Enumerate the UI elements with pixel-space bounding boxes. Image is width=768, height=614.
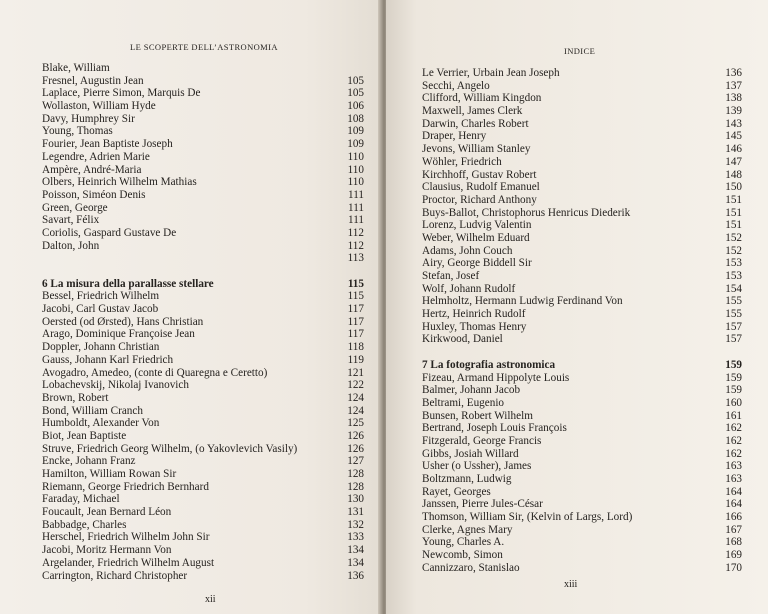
entry-page-number: 139 <box>725 105 742 118</box>
entry-name: Riemann, George Friedrich Bernhard <box>42 480 209 493</box>
index-entry <box>422 308 742 321</box>
entry-page-number: 151 <box>725 219 742 232</box>
entry-name: Draper, Henry <box>422 130 487 143</box>
entry-name: Bertrand, Joseph Louis François <box>422 422 567 435</box>
entry-page-number: 115 <box>347 277 364 290</box>
entry-page-number: 166 <box>725 511 742 524</box>
entry-page-number: 159 <box>725 384 742 397</box>
index-entry <box>422 498 742 511</box>
entry-page-number: 164 <box>725 485 742 498</box>
index-entry <box>42 544 364 557</box>
entry-name: Darwin, Charles Robert <box>422 117 529 130</box>
entry-page-number: 121 <box>347 366 364 379</box>
page-number-right: xiii <box>564 579 578 590</box>
index-entry <box>422 219 742 232</box>
entry-page-number: 157 <box>725 320 742 333</box>
entry-name: Balmer, Johann Jacob <box>422 384 521 397</box>
entry-page-number: 110 <box>347 150 364 163</box>
index-entry <box>422 194 742 207</box>
index-entry <box>42 87 364 100</box>
entry-page-number: 153 <box>725 257 742 270</box>
index-entry <box>42 138 364 151</box>
entry-name: Wolf, Johann Rudolf <box>422 282 516 295</box>
index-entry <box>42 506 364 519</box>
entry-page-number: 108 <box>347 112 364 125</box>
entry-name: Hamilton, William Rowan Sir <box>42 468 177 480</box>
entry-name: Biot, Jean Baptiste <box>42 429 127 442</box>
entry-page-number: 146 <box>725 143 742 156</box>
entry-page-number: 152 <box>725 231 742 244</box>
entry-page-number: 111 <box>348 201 364 214</box>
entry-name: Usher (o Ussher), James <box>422 460 532 473</box>
index-entry <box>42 367 364 380</box>
entry-page-number: 162 <box>725 447 742 460</box>
section-spacer <box>42 265 364 278</box>
index-entry <box>422 295 742 308</box>
entry-page-number: 112 <box>347 226 364 239</box>
entry-name: Jacobi, Moritz Hermann Von <box>42 544 172 557</box>
entry-name: Gauss, Johann Karl Friedrich <box>42 353 174 366</box>
index-entry <box>422 270 742 283</box>
entry-name: Airy, George Biddell Sir <box>422 257 532 270</box>
entry-name: Brown, Robert <box>42 391 109 404</box>
index-entry <box>42 379 364 392</box>
index-entry <box>422 384 742 397</box>
entry-page-number: 162 <box>725 434 742 447</box>
entry-page-number: 118 <box>347 341 364 354</box>
entry-name: Young, Charles A. <box>422 536 505 549</box>
index-entry <box>422 524 742 537</box>
entry-page-number: 124 <box>347 391 364 404</box>
index-entry <box>42 176 364 189</box>
entry-page-number: 109 <box>347 125 364 138</box>
entry-name: Babbadge, Charles <box>42 518 127 531</box>
index-entry <box>42 481 364 494</box>
index-entry <box>422 511 742 524</box>
entry-page-number: 115 <box>347 290 364 303</box>
index-entry <box>422 130 742 143</box>
index-entry <box>42 113 364 126</box>
entry-page-number: 138 <box>725 92 742 105</box>
entry-name: Maxwell, James Clerk <box>422 105 523 118</box>
index-entry <box>42 354 364 367</box>
entry-name: Jacobi, Carl Gustav Jacob <box>42 303 159 316</box>
index-entry <box>422 283 742 296</box>
index-entry <box>422 105 742 118</box>
entry-page-number: 106 <box>347 100 364 113</box>
entry-page-number: 105 <box>347 87 364 100</box>
index-entry <box>42 392 364 405</box>
entry-name: Doppler, Johann Christian <box>42 341 160 354</box>
index-entry <box>42 430 364 443</box>
index-entry <box>422 80 742 93</box>
running-head-right: INDICE <box>564 46 596 56</box>
entry-name: Blake, William <box>42 62 110 74</box>
entry-name: Jevons, William Stanley <box>422 143 531 156</box>
entry-name: Rayet, Georges <box>422 485 491 498</box>
entry-page-number: 124 <box>347 404 364 417</box>
entry-page-number: 112 <box>347 239 364 252</box>
index-entry <box>422 67 742 80</box>
index-entry <box>422 143 742 156</box>
entry-page-number: 136 <box>725 67 742 79</box>
entry-page-number: 170 <box>725 561 742 574</box>
entry-name: Coriolis, Gaspard Gustave De <box>42 226 177 239</box>
entry-name: Fresnel, Augustin Jean <box>42 74 144 87</box>
entry-name: Clerke, Agnes Mary <box>422 523 513 536</box>
index-entry <box>42 164 364 177</box>
entry-page-number: 110 <box>347 176 364 189</box>
entry-page-number: 119 <box>347 353 364 366</box>
entry-page-number: 159 <box>725 371 742 384</box>
index-entry <box>42 125 364 138</box>
entry-page-number: 152 <box>725 244 742 257</box>
entry-page-number: 161 <box>725 409 742 422</box>
entry-page-number: 133 <box>347 531 364 544</box>
entry-name: Cannizzaro, Stanislao <box>422 561 520 574</box>
index-entry <box>422 92 742 105</box>
index-entry <box>422 397 742 410</box>
entry-page-number: 134 <box>347 556 364 569</box>
entry-name: Ampère, André-Maria <box>42 163 142 176</box>
index-entry <box>42 100 364 113</box>
entry-name: Faraday, Michael <box>42 493 120 506</box>
entry-name: Proctor, Richard Anthony <box>422 193 537 206</box>
entry-page-number: 148 <box>725 168 742 181</box>
index-entry <box>42 557 364 570</box>
entry-name: Kirkwood, Daniel <box>422 333 503 346</box>
index-entry <box>42 405 364 418</box>
index-entry <box>422 549 742 562</box>
entry-page-number: 157 <box>725 333 742 346</box>
index-entry <box>422 562 742 575</box>
entry-name: Carrington, Richard Christopher <box>42 569 188 582</box>
entry-page-number: 122 <box>347 379 364 392</box>
entry-page-number: 168 <box>725 536 742 549</box>
index-entry <box>42 519 364 532</box>
entry-name: Huxley, Thomas Henry <box>422 320 527 333</box>
entry-name: 6 La misura della parallasse stellare <box>42 277 214 290</box>
entry-name: Encke, Johann Franz <box>42 455 136 468</box>
index-entry <box>42 443 364 456</box>
entry-name: Argelander, Friedrich Wilhelm August <box>42 556 215 569</box>
index-entry <box>42 417 364 430</box>
entry-name: Laplace, Pierre Simon, Marquis De <box>42 87 201 100</box>
index-entry <box>42 227 364 240</box>
entry-page-number: 128 <box>347 480 364 493</box>
index-list-right <box>422 67 742 575</box>
entry-name: Janssen, Pierre Jules-César <box>422 498 543 511</box>
entry-name: Young, Thomas <box>42 125 113 138</box>
index-entry <box>422 156 742 169</box>
entry-name: Olbers, Heinrich Wilhelm Mathias <box>42 176 197 189</box>
index-entry <box>42 341 364 354</box>
entry-name: Green, George <box>42 201 108 214</box>
index-entry <box>42 328 364 341</box>
entry-page-number: 155 <box>725 295 742 308</box>
running-head-left: LE SCOPERTE DELL’ASTRONOMIA <box>130 42 278 52</box>
index-entry <box>42 240 364 253</box>
entry-name: Beltrami, Eugenio <box>422 396 505 409</box>
entry-name: Legendre, Adrien Marie <box>42 150 150 163</box>
index-entry <box>42 62 364 75</box>
index-entry <box>422 257 742 270</box>
entry-page-number: 162 <box>725 422 742 435</box>
index-entry <box>42 468 364 481</box>
entry-name: Buys-Ballot, Christophorus Henricus Diederik <box>422 206 631 219</box>
entry-page-number: 117 <box>347 303 364 316</box>
chapter-heading <box>422 359 742 372</box>
entry-page-number: 134 <box>347 544 364 557</box>
entry-page-number: 111 <box>348 214 364 227</box>
entry-page-number: 117 <box>347 328 364 341</box>
entry-page-number: 125 <box>347 417 364 430</box>
entry-name: Gibbs, Josiah Willard <box>422 447 519 460</box>
entry-name: Newcomb, Simon <box>422 549 503 562</box>
index-entry <box>42 303 364 316</box>
entry-name: Dalton, John <box>42 239 100 252</box>
entry-name: Clausius, Rudolf Emanuel <box>422 181 540 194</box>
entry-page-number: 150 <box>725 181 742 194</box>
entry-page-number: 159 <box>725 358 742 371</box>
entry-page-number: 163 <box>725 473 742 485</box>
section-spacer <box>422 346 742 359</box>
entry-page-number: 128 <box>347 468 364 480</box>
entry-name: 7 La fotografia astronomica <box>422 358 556 371</box>
entry-page-number: 155 <box>725 308 742 321</box>
index-entry <box>42 151 364 164</box>
entry-page-number: 126 <box>347 429 364 442</box>
index-entry <box>422 232 742 245</box>
entry-name: Wollaston, William Hyde <box>42 100 156 113</box>
chapter-heading <box>42 278 364 291</box>
entry-name: Boltzmann, Ludwig <box>422 473 512 485</box>
entry-page-number: 110 <box>347 163 364 176</box>
entry-page-number: 105 <box>347 74 364 87</box>
entry-name: Lobachevskij, Nikolaj Ivanovich <box>42 379 189 392</box>
index-entry <box>422 333 742 346</box>
entry-page-number: 164 <box>725 498 742 511</box>
entry-page-number: 143 <box>725 117 742 130</box>
entry-name: Avogadro, Amedeo, (conte di Quaregna e Ceretto) <box>42 366 268 379</box>
entry-name: Adams, John Couch <box>422 244 513 257</box>
entry-page-number: 127 <box>347 455 364 468</box>
entry-page-number: 153 <box>725 270 742 282</box>
entry-name: Stefan, Josef <box>422 270 480 282</box>
entry-page-number: 163 <box>725 460 742 473</box>
entry-name: Secchi, Angelo <box>422 79 490 92</box>
entry-page-number: 169 <box>725 549 742 562</box>
index-entry <box>42 202 364 215</box>
index-entry <box>422 118 742 131</box>
index-entry <box>42 189 364 202</box>
index-entry <box>422 486 742 499</box>
entry-name: Weber, Wilhelm Eduard <box>422 231 530 244</box>
entry-page-number: 132 <box>347 518 364 531</box>
entry-name: Herschel, Friedrich Wilhelm John Sir <box>42 531 210 544</box>
entry-page-number: 147 <box>725 155 742 168</box>
entry-name: Fizeau, Armand Hippolyte Louis <box>422 371 570 384</box>
index-entry <box>422 181 742 194</box>
entry-name: Hertz, Heinrich Rudolf <box>422 308 526 321</box>
entry-name: Oersted (od Ørsted), Hans Christian <box>42 315 204 328</box>
entry-page-number: 109 <box>347 138 364 151</box>
entry-name: Fitzgerald, George Francis <box>422 434 542 447</box>
index-entry <box>42 252 364 265</box>
entry-name: Bunsen, Robert Wilhelm <box>422 409 533 422</box>
index-entry <box>42 75 364 88</box>
index-entry <box>422 372 742 385</box>
index-entry <box>42 570 364 583</box>
entry-page-number: 136 <box>347 569 364 582</box>
entry-page-number: 113 <box>347 252 364 265</box>
index-entry <box>422 207 742 220</box>
index-entry <box>422 435 742 448</box>
entry-name: Davy, Humphrey Sir <box>42 112 135 125</box>
entry-page-number: 154 <box>725 282 742 295</box>
entry-page-number: 117 <box>347 315 364 328</box>
entry-page-number: 151 <box>725 193 742 206</box>
entry-page-number: 131 <box>347 506 364 519</box>
right-page <box>386 0 768 614</box>
entry-page-number: 111 <box>348 188 364 201</box>
entry-page-number: 167 <box>725 523 742 536</box>
index-entry <box>42 493 364 506</box>
entry-name: Savart, Félix <box>42 214 100 227</box>
index-entry <box>422 460 742 473</box>
index-entry <box>422 422 742 435</box>
entry-name: Bond, William Cranch <box>42 404 143 417</box>
entry-name: Fourier, Jean Baptiste Joseph <box>42 138 173 151</box>
entry-name: Lorenz, Ludvig Valentin <box>422 219 532 232</box>
entry-name: Kirchhoff, Gustav Robert <box>422 168 537 181</box>
entry-name: Humboldt, Alexander Von <box>42 417 160 430</box>
entry-page-number: 130 <box>347 493 364 506</box>
entry-page-number: 145 <box>725 130 742 143</box>
index-entry <box>42 214 364 227</box>
entry-name: Le Verrier, Urbain Jean Joseph <box>422 67 560 79</box>
entry-name: Poisson, Siméon Denis <box>42 188 146 201</box>
entry-name: Helmholtz, Hermann Ludwig Ferdinand Von <box>422 295 623 308</box>
index-entry <box>422 448 742 461</box>
index-entry <box>42 531 364 544</box>
index-entry <box>422 536 742 549</box>
index-entry <box>422 410 742 423</box>
left-page <box>0 0 382 614</box>
entry-name: Wöhler, Friedrich <box>422 155 502 168</box>
index-list-left <box>42 62 364 582</box>
entry-page-number: 126 <box>347 442 364 455</box>
entry-page-number: 151 <box>725 206 742 219</box>
entry-name: Clifford, William Kingdon <box>422 92 542 105</box>
entry-name: Foucault, Jean Bernard Léon <box>42 506 172 519</box>
entry-page-number: 160 <box>725 396 742 409</box>
entry-name: Struve, Friedrich Georg Wilhelm, (o Yakovlevich Vasily) <box>42 442 298 455</box>
index-entry <box>42 455 364 468</box>
entry-name: Thomson, William Sir, (Kelvin of Largs, Lord) <box>422 511 633 524</box>
index-entry <box>422 473 742 486</box>
index-entry <box>42 316 364 329</box>
index-entry <box>422 245 742 258</box>
index-entry <box>42 290 364 303</box>
entry-name: Bessel, Friedrich Wilhelm <box>42 290 160 303</box>
page-number-left: xii <box>205 594 216 605</box>
entry-name: Arago, Dominique Françoise Jean <box>42 328 195 341</box>
index-entry <box>422 169 742 182</box>
index-entry <box>422 321 742 334</box>
entry-page-number: 137 <box>725 79 742 92</box>
